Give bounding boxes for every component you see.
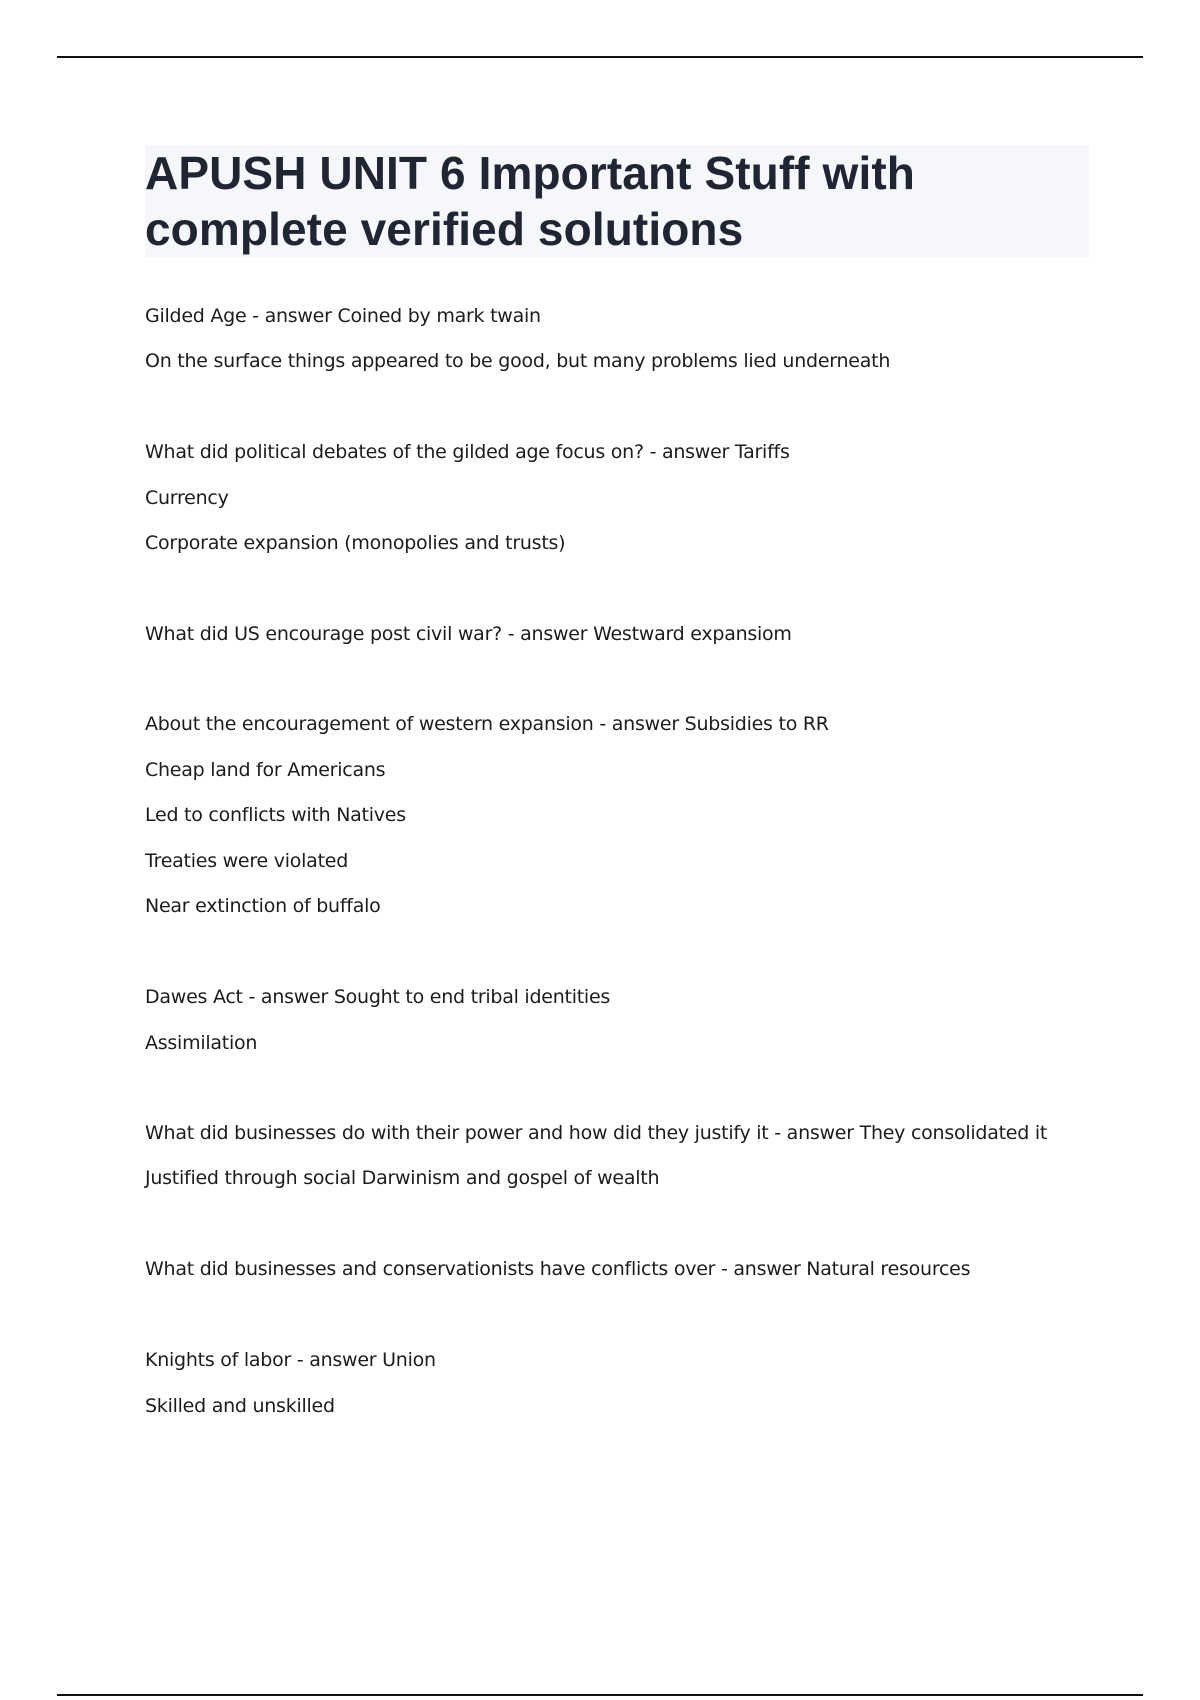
text-line: Assimilation — [145, 1032, 258, 1054]
bottom-rule — [57, 1694, 1143, 1696]
text-line: Cheap land for Americans — [145, 759, 386, 781]
text-line: About the encouragement of western expansion - answer Subsidies to RR — [145, 713, 829, 735]
text-line: Dawes Act - answer Sought to end tribal identities — [145, 986, 611, 1008]
text-line: Skilled and unskilled — [145, 1395, 335, 1417]
text-line: Near extinction of buffalo — [145, 895, 381, 917]
text-line: On the surface things appeared to be good, but many problems lied underneath — [145, 350, 891, 372]
text-line: What did businesses do with their power and how did they justify it - answer They consolidated it — [145, 1122, 1048, 1144]
text-line: Gilded Age - answer Coined by mark twain — [145, 305, 541, 327]
text-line: What did political debates of the gilded age focus on? - answer Tariffs — [145, 441, 790, 463]
title-block — [145, 145, 1089, 257]
top-rule — [57, 56, 1143, 58]
page-title: APUSH UNIT 6 Important Stuff with complete verified solutions — [145, 147, 915, 255]
text-line: Justified through social Darwinism and gospel of wealth — [145, 1167, 660, 1189]
text-line: What did US encourage post civil war? - answer Westward expansiom — [145, 623, 792, 645]
text-line: Treaties were violated — [145, 850, 349, 872]
text-line: Corporate expansion (monopolies and trusts) — [145, 532, 566, 554]
text-line: Led to conflicts with Natives — [145, 804, 406, 826]
text-line: Knights of labor - answer Union — [145, 1349, 436, 1371]
text-line: Currency — [145, 487, 229, 509]
text-line: What did businesses and conservationists have conflicts over - answer Natural resources — [145, 1258, 971, 1280]
